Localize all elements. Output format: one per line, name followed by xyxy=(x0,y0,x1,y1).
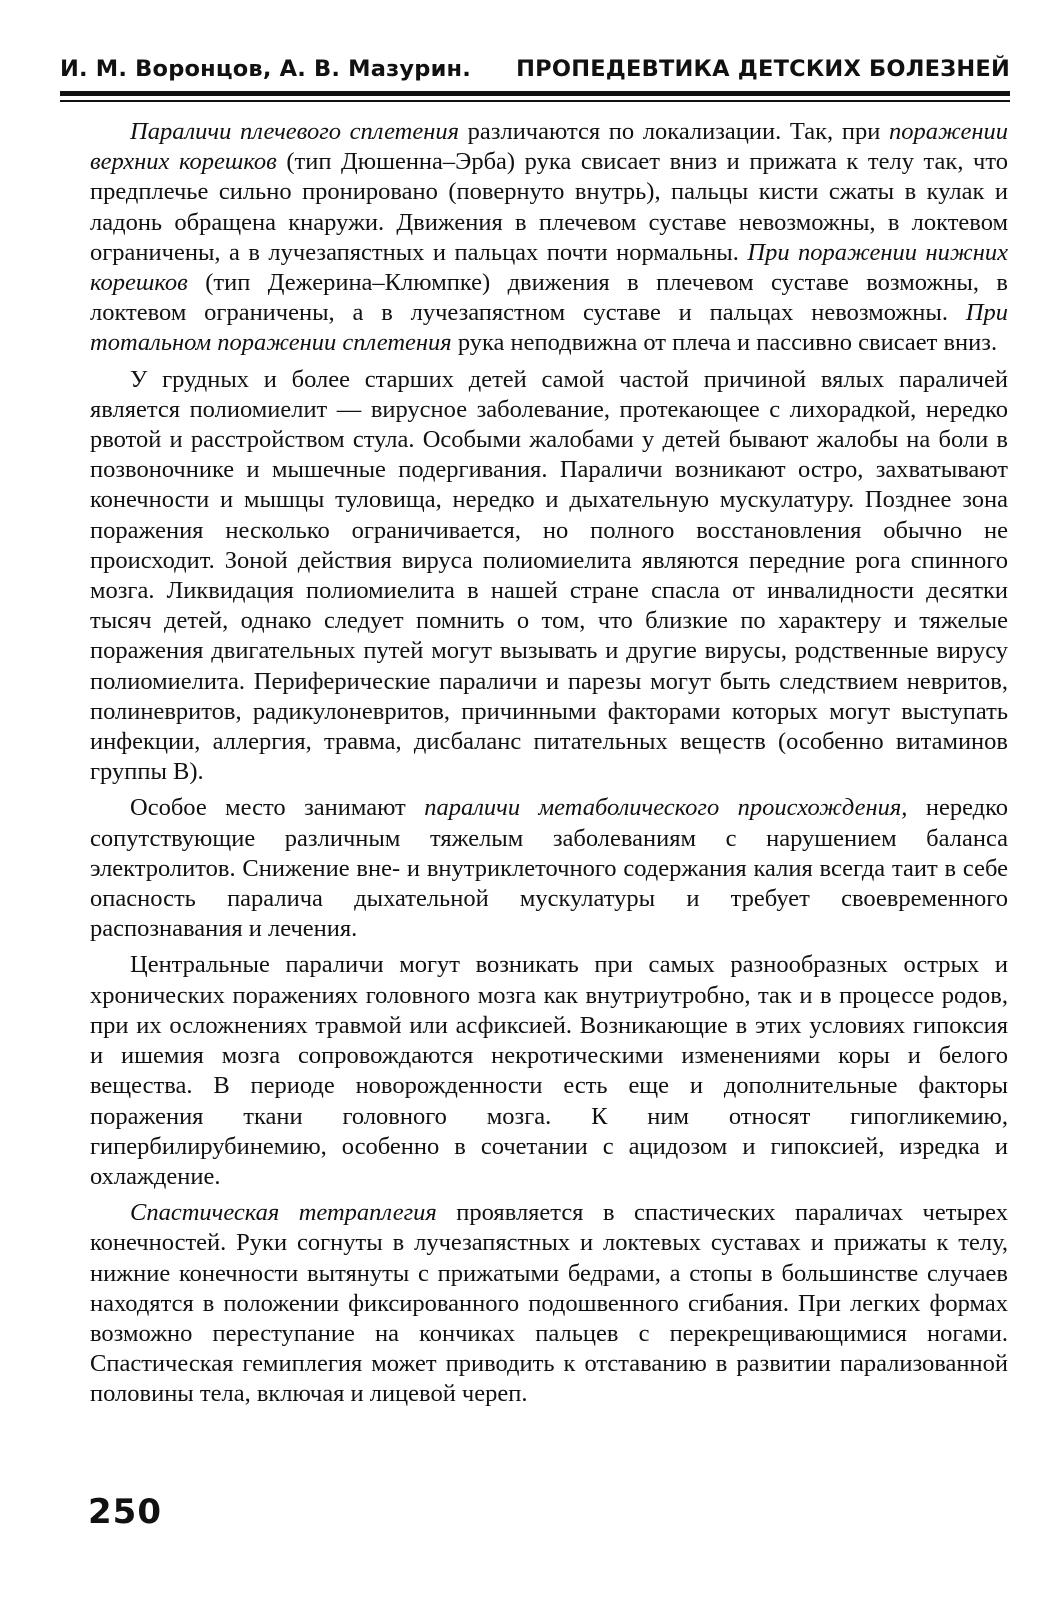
header-authors: И. М. Воронцов, А. В. Мазурин. xyxy=(60,56,472,82)
run: Спастическая тетраплегия xyxy=(130,1199,437,1227)
header-book-title: ПРОПЕДЕВТИКА ДЕТСКИХ БОЛЕЗНЕЙ xyxy=(516,56,1010,82)
paragraph xyxy=(90,117,1008,359)
body-text xyxy=(90,117,1008,1416)
header-rule-thin xyxy=(60,100,1010,102)
run: нередко сопутствующие различным тяжелым заболеваниям с нарушением баланса электролитов. Снижение вне- и внутриклеточного содержания калия всегда таит в себе опасность паралича дыхательной мускулатуры и требует своевременного распознавания и лечения. xyxy=(90,794,1008,943)
run: Особое место занимают xyxy=(130,794,425,822)
run: (тип Дюшенна–Эрба) рука свисает вниз и прижата к телу так, что предплечье сильно пронировано (повернуто внутрь), пальцы кисти сжаты в кулак и ладонь обращена кнаружи. Движения в плечевом суставе невозможны, в локтевом ограничены, а в лучезапястных и пальцах почти нормальны. xyxy=(90,148,1008,266)
paragraph xyxy=(90,793,1008,944)
run: различаются по локализации. Так, при xyxy=(459,118,889,145)
paragraph xyxy=(90,365,1008,788)
run: поражении верхних корешков xyxy=(90,118,1008,176)
run: Параличи плечевого сплетения xyxy=(130,118,459,145)
run: При поражении нижних корешков xyxy=(90,238,1008,297)
run: При тотальном поражении сплетения xyxy=(90,299,1008,357)
run: рука неподвижна от плеча и пассивно свисает вниз. xyxy=(451,329,998,357)
run: У грудных и более старших детей самой частой причиной вялых параличей является полиомиелит — вирусное заболевание, протекающее с лихорадкой, нередко рвотой и расстройством стула. Особыми жалобами у детей бывают жалобы на боли в позвоночнике и мышечные подергивания. Параличи возникают остро, захватывают конечности и мышцы туловища, нередко и дыхательную мускулатуру. Позднее зона поражения несколько ограничивается, но полного восстановления обычно не происходит. Зоной действия вируса полиомиелита являются передние рога спинного мозга. Ликвидация полиомиелита в нашей стране спасла от инвалидности десятки тысяч детей, однако следует помнить о том, что близкие по характеру и тяжелые поражения двигательных путей могут вызывать и другие вирусы, родственные вирусу полиомиелита. Периферические параличи и парезы могут быть следствием невритов, полиневритов, радикулоневритов, причинными факторами которых могут выступать инфекции, аллергия, травма, дисбаланс питательных веществ (особенно витаминов группы В). xyxy=(90,365,1008,786)
page-number: 250 xyxy=(88,1492,162,1532)
run: параличи метаболического происхождения, xyxy=(424,794,908,822)
run: проявляется в спастических параличах четырех конечностей. Руки согнуты в лучезапястных и локтевых суставах и прижаты к телу, нижние конечности вытянуты с прижатыми бедрами, а стопы в большинстве случаев находятся в положении фиксированного подошвенного сгибания. При легких формах возможно переступание на кончиках пальцев с перекрещивающимися ногами. Спастическая гемиплегия может приводить к отставанию в развитии парализованной половины тела, включая и лицевой череп. xyxy=(90,1199,1008,1408)
running-header xyxy=(60,56,1010,82)
paragraph xyxy=(90,1198,1008,1409)
run: Центральные параличи могут возникать при самых разнообразных острых и хронических поражениях головного мозга как внутриутробно, так и в процессе родов, при их осложнениях травмой или асфиксией. Возникающие в этих условиях гипоксия и ишемия мозга сопровождаются некротическими изменениями коры и белого вещества. В периоде новорожденности есть еще и дополнительные факторы поражения ткани головного мозга. К ним относят гипогликемию, гипербилирубинемию, особенно в сочетании с ацидозом и гипоксией, изредка и охлаждение. xyxy=(90,951,1008,1190)
run: (тип Дежерина–Клюмпке) движения в плечевом суставе возможны, в локтевом ограничены, а в лучезапястном суставе и пальцах невозможны. xyxy=(90,269,1008,327)
paragraph xyxy=(90,950,1008,1192)
header-rule-thick xyxy=(60,91,1010,96)
